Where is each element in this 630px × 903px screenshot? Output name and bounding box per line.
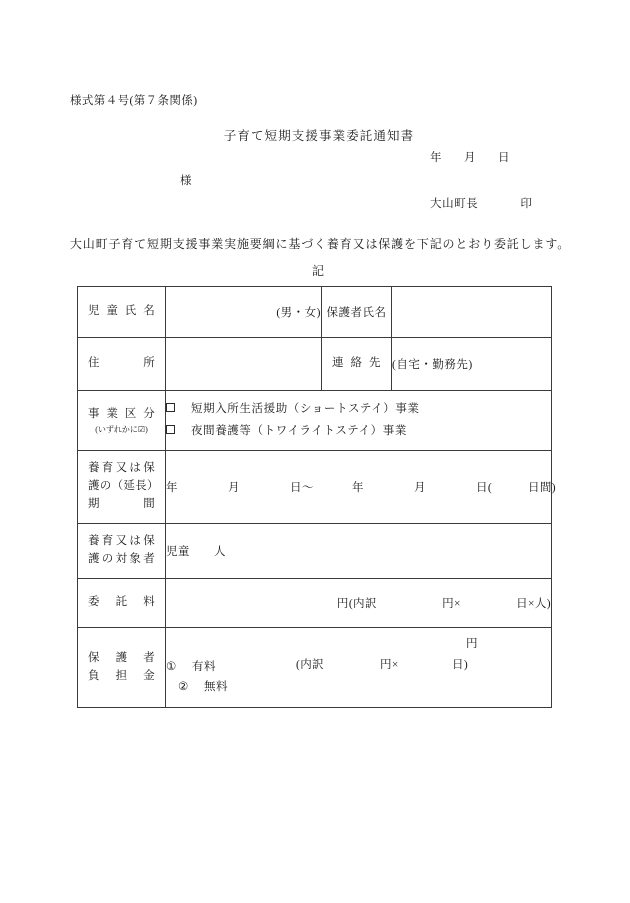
business-option-twilightstay[interactable] [166, 421, 551, 442]
period-start-day: 日〜 [290, 482, 314, 494]
burden-label-line1: 保護者 [88, 651, 155, 664]
guardian-name-label: 保護者氏名 [326, 307, 387, 319]
contact-note: (自宅・勤務先) [392, 359, 473, 371]
burden-option1-number: ① [166, 660, 177, 673]
form-number: 様式第４号(第７条関係) [70, 95, 198, 107]
contact-label-cell [322, 338, 392, 391]
target-unit-label: 児童 [166, 546, 190, 558]
period-end-day: 日( [476, 482, 493, 494]
business-option-shortstay-label: 短期入所生活援助（ショートステイ）事業 [191, 403, 420, 416]
fee-persons-label: 人) [534, 598, 551, 610]
checkbox-shortstay-icon[interactable] [166, 403, 175, 412]
child-name-label: 児童氏名 [88, 305, 155, 318]
fee-value-cell[interactable] [166, 579, 552, 628]
burden-label-cell [78, 628, 166, 708]
burden-option2-number: ② [178, 681, 189, 693]
burden-paid-yen-label: 円 [466, 638, 478, 650]
target-label-line2: 護の対象者 [88, 553, 155, 565]
burden-option-free[interactable] [178, 678, 228, 694]
period-end-month: 月 [414, 482, 426, 494]
target-label-line1: 養育又は保 [88, 535, 155, 548]
contact-label: 連絡先 [332, 357, 381, 370]
fee-label-cell [78, 579, 166, 628]
addressee-honorific: 様 [180, 175, 192, 187]
burden-value-cell[interactable] [166, 628, 552, 708]
period-label-cell [78, 451, 166, 524]
date-year-label: 年 [430, 152, 442, 164]
fee-yen-per-label: 円× [442, 598, 461, 610]
period-end-year: 年 [352, 482, 364, 494]
table-row-target [78, 524, 552, 579]
table-row-child-name [78, 287, 552, 338]
fee-days-label: 日× [516, 598, 535, 610]
target-value-cell[interactable] [166, 524, 552, 579]
contact-value-cell[interactable] [392, 338, 552, 391]
checkbox-twilightstay-icon[interactable] [166, 425, 175, 434]
burden-breakdown-open: (内訳 [296, 659, 325, 671]
form-table [77, 286, 557, 708]
ki-mark: 記 [311, 264, 324, 278]
burden-option1-label: 有料 [192, 660, 216, 673]
child-name-value-cell[interactable] [166, 287, 322, 338]
address-label-cell [78, 338, 166, 391]
period-label-line3: 期間 [88, 497, 155, 510]
business-option-twilightstay-label: 夜間養護等（トワイライトステイ）事業 [191, 424, 407, 437]
burden-breakdown-days: 日) [452, 659, 469, 671]
date-month-label: 月 [464, 152, 476, 164]
business-type-note: (いずれかに☑) [95, 425, 148, 435]
guardian-name-value-cell[interactable] [392, 287, 552, 338]
burden-option2-label: 無料 [204, 681, 228, 693]
address-value-cell[interactable] [166, 338, 322, 391]
burden-breakdown [296, 656, 468, 672]
period-total-days: 日間) [528, 482, 557, 494]
fee-yen-label: 円(内訳 [336, 598, 377, 610]
business-type-options-cell [166, 391, 552, 451]
guardian-name-label-cell [322, 287, 392, 338]
target-label-cell [78, 524, 166, 579]
issuer-name: 大山町長 [430, 198, 479, 210]
statement-text: 大山町子育て短期支援事業実施要綱に基づく養育又は保護を下記のとおり委託します。 [69, 237, 571, 251]
period-start-month: 月 [228, 482, 240, 494]
period-value-cell[interactable] [166, 451, 557, 524]
table-row-burden [78, 628, 552, 708]
document-title: 子育て短期支援事業委託通知書 [223, 129, 415, 143]
table-row-fee [78, 579, 552, 628]
fee-label: 委託料 [88, 596, 155, 609]
table-row-address [78, 338, 552, 391]
business-type-label: 事業区分 [88, 407, 155, 420]
address-label: 住所 [88, 357, 155, 370]
date-day-label: 日 [498, 152, 510, 164]
business-option-shortstay[interactable] [166, 399, 551, 420]
table-row-business-type [78, 391, 552, 451]
burden-breakdown-yen: 円× [380, 659, 399, 671]
target-counter-label: 人 [214, 546, 226, 558]
period-label-line1: 養育又は保 [88, 462, 155, 475]
burden-label-line2: 負担金 [88, 669, 155, 682]
issuer-line [430, 195, 533, 211]
table-row-period [78, 451, 552, 524]
issue-date-line [430, 149, 510, 165]
seal-mark: 印 [520, 198, 533, 210]
business-type-label-cell [78, 391, 166, 451]
sex-note: (男・女) [276, 307, 321, 319]
period-label-line2: 護の（延長） [88, 480, 159, 493]
child-name-label-cell [78, 287, 166, 338]
period-start-year: 年 [166, 482, 178, 494]
